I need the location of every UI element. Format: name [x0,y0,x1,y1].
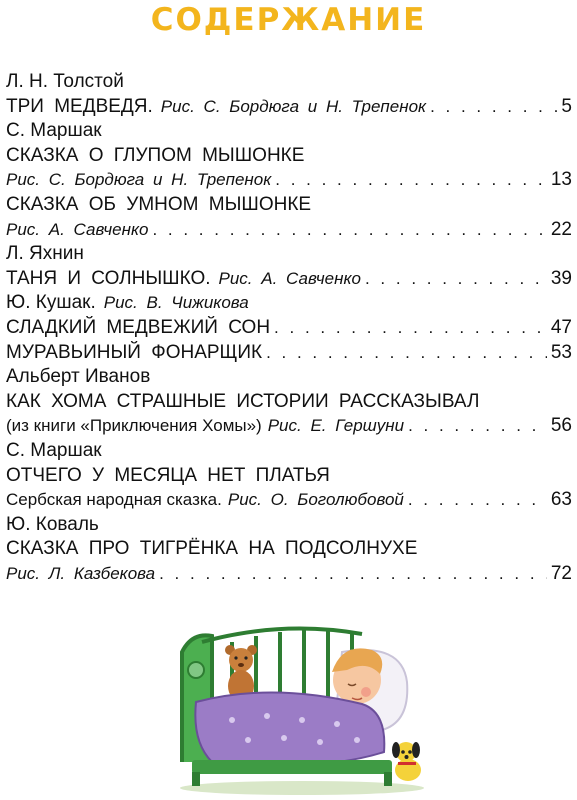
toc-entry[interactable] [6,341,572,366]
toc-author [6,365,572,390]
dot-leader [152,218,546,243]
sleeping-child-illustration [172,612,424,797]
toc-author [6,70,572,95]
illustrator: Рис. А. Савченко [6,219,149,239]
story-title: МУРАВЬИНЫЙ ФОНАРЩИК [6,341,263,363]
author-name: Ю. Кушак. [6,292,96,314]
table-of-contents [6,70,572,586]
illustrator: Рис. Л. Казбекова [6,563,156,583]
story-title: СКАЗКА ОБ УМНОМ МЫШОНКЕ [6,193,312,215]
dot-leader [275,168,547,193]
illustrator: Рис. О. Боголюбовой [227,490,404,510]
dot-leader [365,267,547,292]
toc-entry[interactable] [6,144,572,169]
author-name: С. Маршак [6,439,102,461]
toc-entry[interactable] [6,316,572,341]
toc-author [6,291,572,316]
illustrator: Рис. С. Бордюга и Н. Трепенок [6,170,272,190]
blanket [195,692,384,765]
toc-entry[interactable] [6,267,572,292]
toc-entry[interactable] [6,95,572,120]
illustrator: Рис. В. Чижикова [103,293,249,313]
puppy [392,742,421,781]
toc-author [6,242,572,267]
story-title: ТАНЯ И СОЛНЫШКО. [6,267,211,289]
author-name: Л. Яхнин [6,243,84,265]
story-title: КАК ХОМА СТРАШНЫЕ ИСТОРИИ РАССКАЗЫВАЛ [6,390,480,412]
toc-entry[interactable] [6,193,572,218]
bed-knob [188,662,204,678]
page-number: 53 [550,341,572,363]
page-number: 63 [550,489,572,511]
author-name: Л. Н. Толстой [6,71,124,92]
dot-leader [408,414,547,439]
child [332,648,382,704]
page-number: 72 [550,562,572,584]
dot-leader [159,562,547,587]
toc-author [6,119,572,144]
source-note: (из книги «Приключения Хомы») [6,416,262,436]
story-title: СКАЗКА ПРО ТИГРЁНКА НА ПОДСОЛНУХЕ [6,538,418,560]
toc-author [6,513,572,538]
story-title: ТРИ МЕДВЕДЯ. [6,95,153,117]
toc-entry[interactable] [6,390,572,415]
dot-leader [266,341,547,366]
toc-author [6,439,572,464]
illustrator: Рис. А. Савченко [218,268,361,288]
dot-leader [274,316,547,341]
page-number: 13 [550,169,572,191]
illustrator: Рис. С. Бордюга и Н. Трепенок [160,96,427,116]
story-title: СЛАДКИЙ МЕДВЕЖИЙ СОН [6,316,271,338]
toc-entry-detail [6,218,572,243]
page-number: 56 [550,415,572,437]
source-note: Сербская народная сказка. [6,490,222,510]
dot-leader [430,95,557,120]
story-title: ОТЧЕГО У МЕСЯЦА НЕТ ПЛАТЬЯ [6,464,330,486]
toc-entry[interactable] [6,537,572,562]
author-name: Ю. Коваль [6,513,99,535]
page-number: 5 [561,95,572,117]
page-number: 39 [550,267,572,289]
page-title: СОДЕРЖАНИЕ [150,2,427,38]
page-number: 22 [550,218,572,240]
bed-frame [192,760,392,774]
dot-leader [408,488,547,513]
toc-entry-detail [6,488,572,513]
toc-entry-detail [6,562,572,587]
story-title: СКАЗКА О ГЛУПОМ МЫШОНКЕ [6,144,305,166]
toc-entry-detail [6,414,572,439]
page-number: 47 [550,316,572,338]
toc-entry[interactable] [6,464,572,489]
illustrator: Рис. Е. Гершуни [267,416,405,436]
toc-entry-detail [6,168,572,193]
author-name: Альберт Иванов [6,366,151,388]
author-name: С. Маршак [6,120,102,142]
